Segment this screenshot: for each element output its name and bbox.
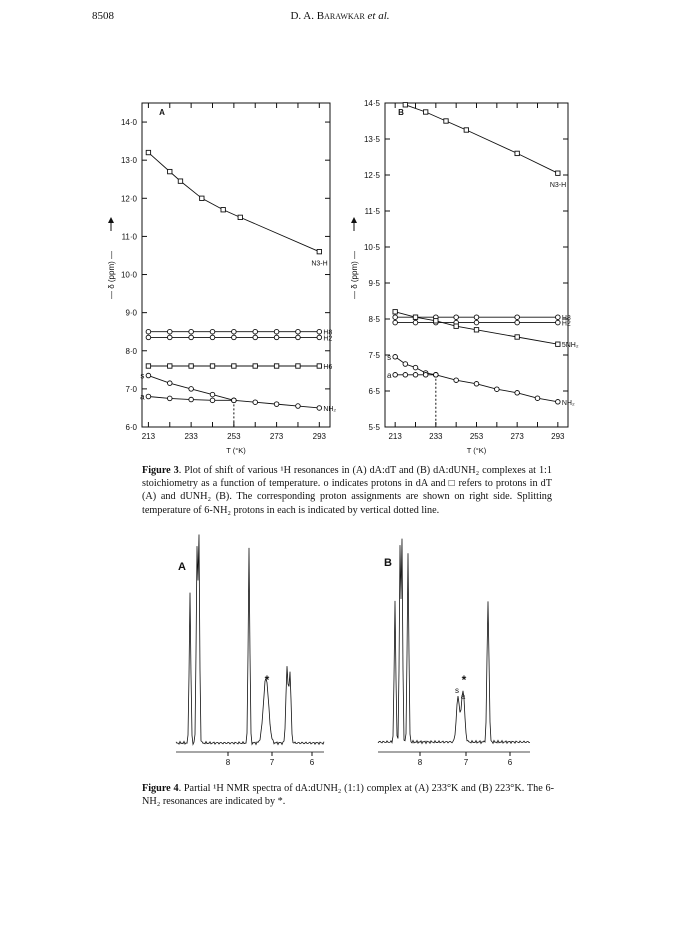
x-tick-label: 293	[551, 432, 565, 441]
data-point	[474, 328, 478, 332]
figure4-caption-text: . Partial ¹H NMR spectra of dA:dUNH₂ (1:1) complex at (A) 233°K and (B) 223°K. The 6-NH₂ resonances are indicated by *.	[142, 783, 554, 808]
data-point	[253, 329, 258, 334]
spectrum-trace	[176, 535, 324, 745]
spectrum-tick-label: 7	[463, 758, 469, 767]
nmr-peak-label-s: s	[455, 686, 459, 695]
data-point	[274, 329, 279, 334]
author-name: D. A. Barawkar	[290, 10, 365, 22]
spectrum-panel-label: A	[178, 561, 186, 573]
y-tick-label: 8·0	[125, 346, 137, 356]
data-point	[556, 171, 560, 175]
y-tick-label: 7·5	[368, 351, 380, 360]
series-n3-h	[403, 103, 566, 190]
data-point	[515, 335, 519, 339]
page-number: 8508	[92, 10, 114, 22]
series-nh-	[434, 373, 575, 407]
data-point	[167, 329, 172, 334]
y-tick-label: 11·0	[121, 232, 137, 242]
data-point	[210, 392, 215, 397]
plot-frame	[385, 103, 568, 427]
data-point	[274, 364, 278, 368]
data-point	[146, 394, 151, 399]
data-point	[403, 373, 408, 378]
data-point	[454, 324, 458, 328]
series-h6	[146, 364, 332, 371]
data-point	[393, 310, 397, 314]
data-point	[146, 335, 151, 340]
data-point	[317, 364, 321, 368]
data-point	[274, 402, 279, 407]
series-line	[148, 153, 319, 252]
chart-panel-a	[107, 103, 336, 455]
data-point	[464, 128, 468, 132]
series-label: N3-H	[549, 182, 567, 190]
data-point	[189, 335, 194, 340]
series-s	[140, 372, 236, 403]
y-axis-label: — δ (ppm) —	[107, 250, 116, 300]
data-point	[495, 387, 500, 392]
x-axis-label: T (°K)	[466, 446, 487, 455]
data-point	[274, 335, 279, 340]
data-point	[556, 315, 561, 320]
x-tick-label: 273	[510, 432, 524, 441]
y-tick-label: 8·5	[368, 315, 380, 324]
figure4-caption	[142, 782, 554, 808]
data-point	[200, 196, 204, 200]
y-tick-label: 14·0	[120, 118, 137, 128]
series-h8	[393, 315, 571, 322]
spectrum-tick-label: 6	[507, 758, 513, 767]
data-point	[393, 355, 398, 360]
data-point	[253, 335, 258, 340]
x-axis-label: T (°K)	[226, 446, 246, 455]
data-point	[317, 335, 322, 340]
data-point	[403, 362, 408, 367]
y-tick-label: 7·0	[125, 384, 137, 394]
data-point	[556, 342, 560, 346]
series-a	[387, 371, 438, 380]
nmr-star-marker: *	[264, 673, 270, 687]
series-nh-	[232, 398, 337, 413]
series-line	[405, 105, 557, 173]
data-point	[167, 335, 172, 340]
et-al: et al.	[367, 10, 390, 22]
series-h8	[146, 329, 332, 336]
y-tick-label: 12·5	[363, 171, 380, 180]
series-h2	[146, 335, 332, 342]
chart-panel-b	[350, 99, 579, 455]
data-point	[474, 320, 479, 325]
figure3-caption	[142, 464, 552, 517]
x-tick-label: 233	[429, 432, 443, 441]
y-tick-label: 14·5	[363, 99, 380, 108]
data-point	[317, 249, 321, 253]
series-label: NH₂	[561, 399, 575, 407]
data-point	[253, 400, 258, 405]
data-point	[393, 315, 398, 320]
nmr-peak-label-a: a	[460, 692, 466, 701]
series-label: H2	[561, 320, 571, 328]
y-tick-label: 10·5	[363, 243, 380, 252]
data-point	[167, 396, 172, 401]
y-tick-label: 13·5	[363, 135, 380, 144]
x-tick-label: 293	[312, 432, 326, 441]
data-point	[515, 315, 520, 320]
nmr-spectrum-a	[176, 535, 324, 768]
y-axis-label: — δ (ppm) —	[350, 250, 359, 300]
data-point	[556, 400, 561, 405]
x-tick-label: 233	[184, 432, 198, 441]
data-point	[393, 320, 398, 325]
x-tick-label: 253	[227, 432, 241, 441]
series-h2	[393, 320, 571, 327]
data-point	[454, 378, 459, 383]
series-label: s	[387, 352, 392, 362]
data-point	[167, 381, 172, 386]
data-point	[474, 382, 479, 387]
y-tick-label: 13·0	[120, 156, 137, 166]
data-point	[413, 320, 418, 325]
data-point	[210, 398, 215, 403]
spectrum-trace	[378, 539, 530, 744]
series-label: H8	[323, 329, 333, 337]
series-label: H8	[561, 315, 571, 323]
data-point	[556, 320, 561, 325]
data-point	[210, 329, 215, 334]
data-point	[434, 373, 439, 378]
data-point	[403, 103, 407, 107]
data-point	[146, 150, 150, 154]
data-point	[423, 373, 428, 378]
data-point	[189, 387, 194, 392]
series-5nh-	[393, 310, 579, 350]
data-point	[296, 329, 301, 334]
data-point	[178, 179, 182, 183]
nmr-star-marker: *	[461, 673, 467, 687]
data-point	[253, 364, 257, 368]
data-point	[146, 373, 151, 378]
x-tick-label: 213	[388, 432, 402, 441]
data-point	[393, 373, 398, 378]
series-label: a	[140, 392, 145, 402]
data-point	[515, 151, 519, 155]
x-tick-label: 253	[469, 432, 484, 441]
data-point	[296, 364, 300, 368]
data-point	[434, 319, 438, 323]
series-label: N3-H	[311, 260, 328, 268]
data-point	[189, 397, 194, 402]
data-point	[146, 364, 150, 368]
data-point	[454, 315, 459, 320]
spectrum-panel-label: B	[384, 557, 392, 569]
data-point	[423, 110, 427, 114]
data-point	[146, 329, 151, 334]
figure3-caption-label: Figure 3	[142, 465, 179, 476]
spectrum-tick-label: 8	[417, 758, 423, 767]
data-point	[413, 315, 417, 319]
x-tick-label: 213	[141, 432, 156, 441]
panel-label: A	[159, 108, 165, 117]
data-point	[413, 365, 418, 370]
spectrum-tick-label: 8	[225, 758, 231, 767]
data-point	[535, 396, 540, 401]
data-point	[221, 208, 225, 212]
y-tick-label: 5·5	[368, 423, 380, 432]
data-point	[189, 329, 194, 334]
data-point	[296, 404, 301, 409]
series-label: s	[140, 371, 145, 381]
data-point	[317, 329, 322, 334]
data-point	[232, 364, 236, 368]
data-point	[238, 215, 242, 219]
data-point	[515, 391, 520, 396]
data-point	[317, 406, 322, 411]
series-label: H2	[323, 335, 333, 343]
x-tick-label: 273	[269, 432, 284, 441]
data-point	[210, 364, 214, 368]
data-point	[210, 335, 215, 340]
data-point	[232, 329, 237, 334]
data-point	[232, 398, 237, 403]
series-label: 5NH₂	[561, 342, 579, 350]
data-point	[168, 364, 172, 368]
plot-frame	[142, 103, 333, 427]
data-point	[413, 373, 418, 378]
y-axis-arrowhead	[108, 217, 114, 223]
y-tick-label: 6·5	[368, 387, 380, 396]
y-tick-label: 9·0	[125, 308, 137, 318]
series-a	[140, 393, 236, 403]
panel-label: B	[398, 108, 404, 117]
y-tick-label: 10·0	[120, 270, 137, 280]
nmr-spectrum-b	[378, 539, 530, 767]
series-label: a	[386, 370, 392, 380]
y-axis-arrowhead	[351, 217, 357, 223]
figure3-caption-text: . Plot of shift of various ¹H resonances in (A) dA:dT and (B) dA:dUNH₂ complexes at 1:1 stoichiometry as a function of temperature. o indicates protons in dA and □ refers to protons in dT (A) and dUNH₂ (B). The corresponding proton assignments are shown on right side. Splitting temperature of 6-NH₂ protons in each is indicated by vertical dotted line.	[142, 465, 552, 516]
series-n3-h	[146, 150, 327, 267]
figure4-caption-label: Figure 4	[142, 783, 179, 794]
y-tick-label: 9·5	[368, 279, 380, 288]
y-tick-label: 6·0	[125, 423, 137, 432]
data-point	[168, 169, 172, 173]
spectrum-tick-label: 6	[309, 758, 315, 767]
y-tick-label: 11·5	[364, 207, 380, 216]
data-point	[296, 335, 301, 340]
y-tick-label: 12·0	[120, 194, 137, 204]
spectrum-tick-label: 7	[269, 758, 275, 767]
data-point	[444, 119, 448, 123]
series-label: NH₂	[323, 405, 337, 413]
data-point	[189, 364, 193, 368]
data-point	[232, 335, 237, 340]
data-point	[474, 315, 479, 320]
series-label: H6	[323, 364, 333, 372]
data-point	[515, 320, 520, 325]
